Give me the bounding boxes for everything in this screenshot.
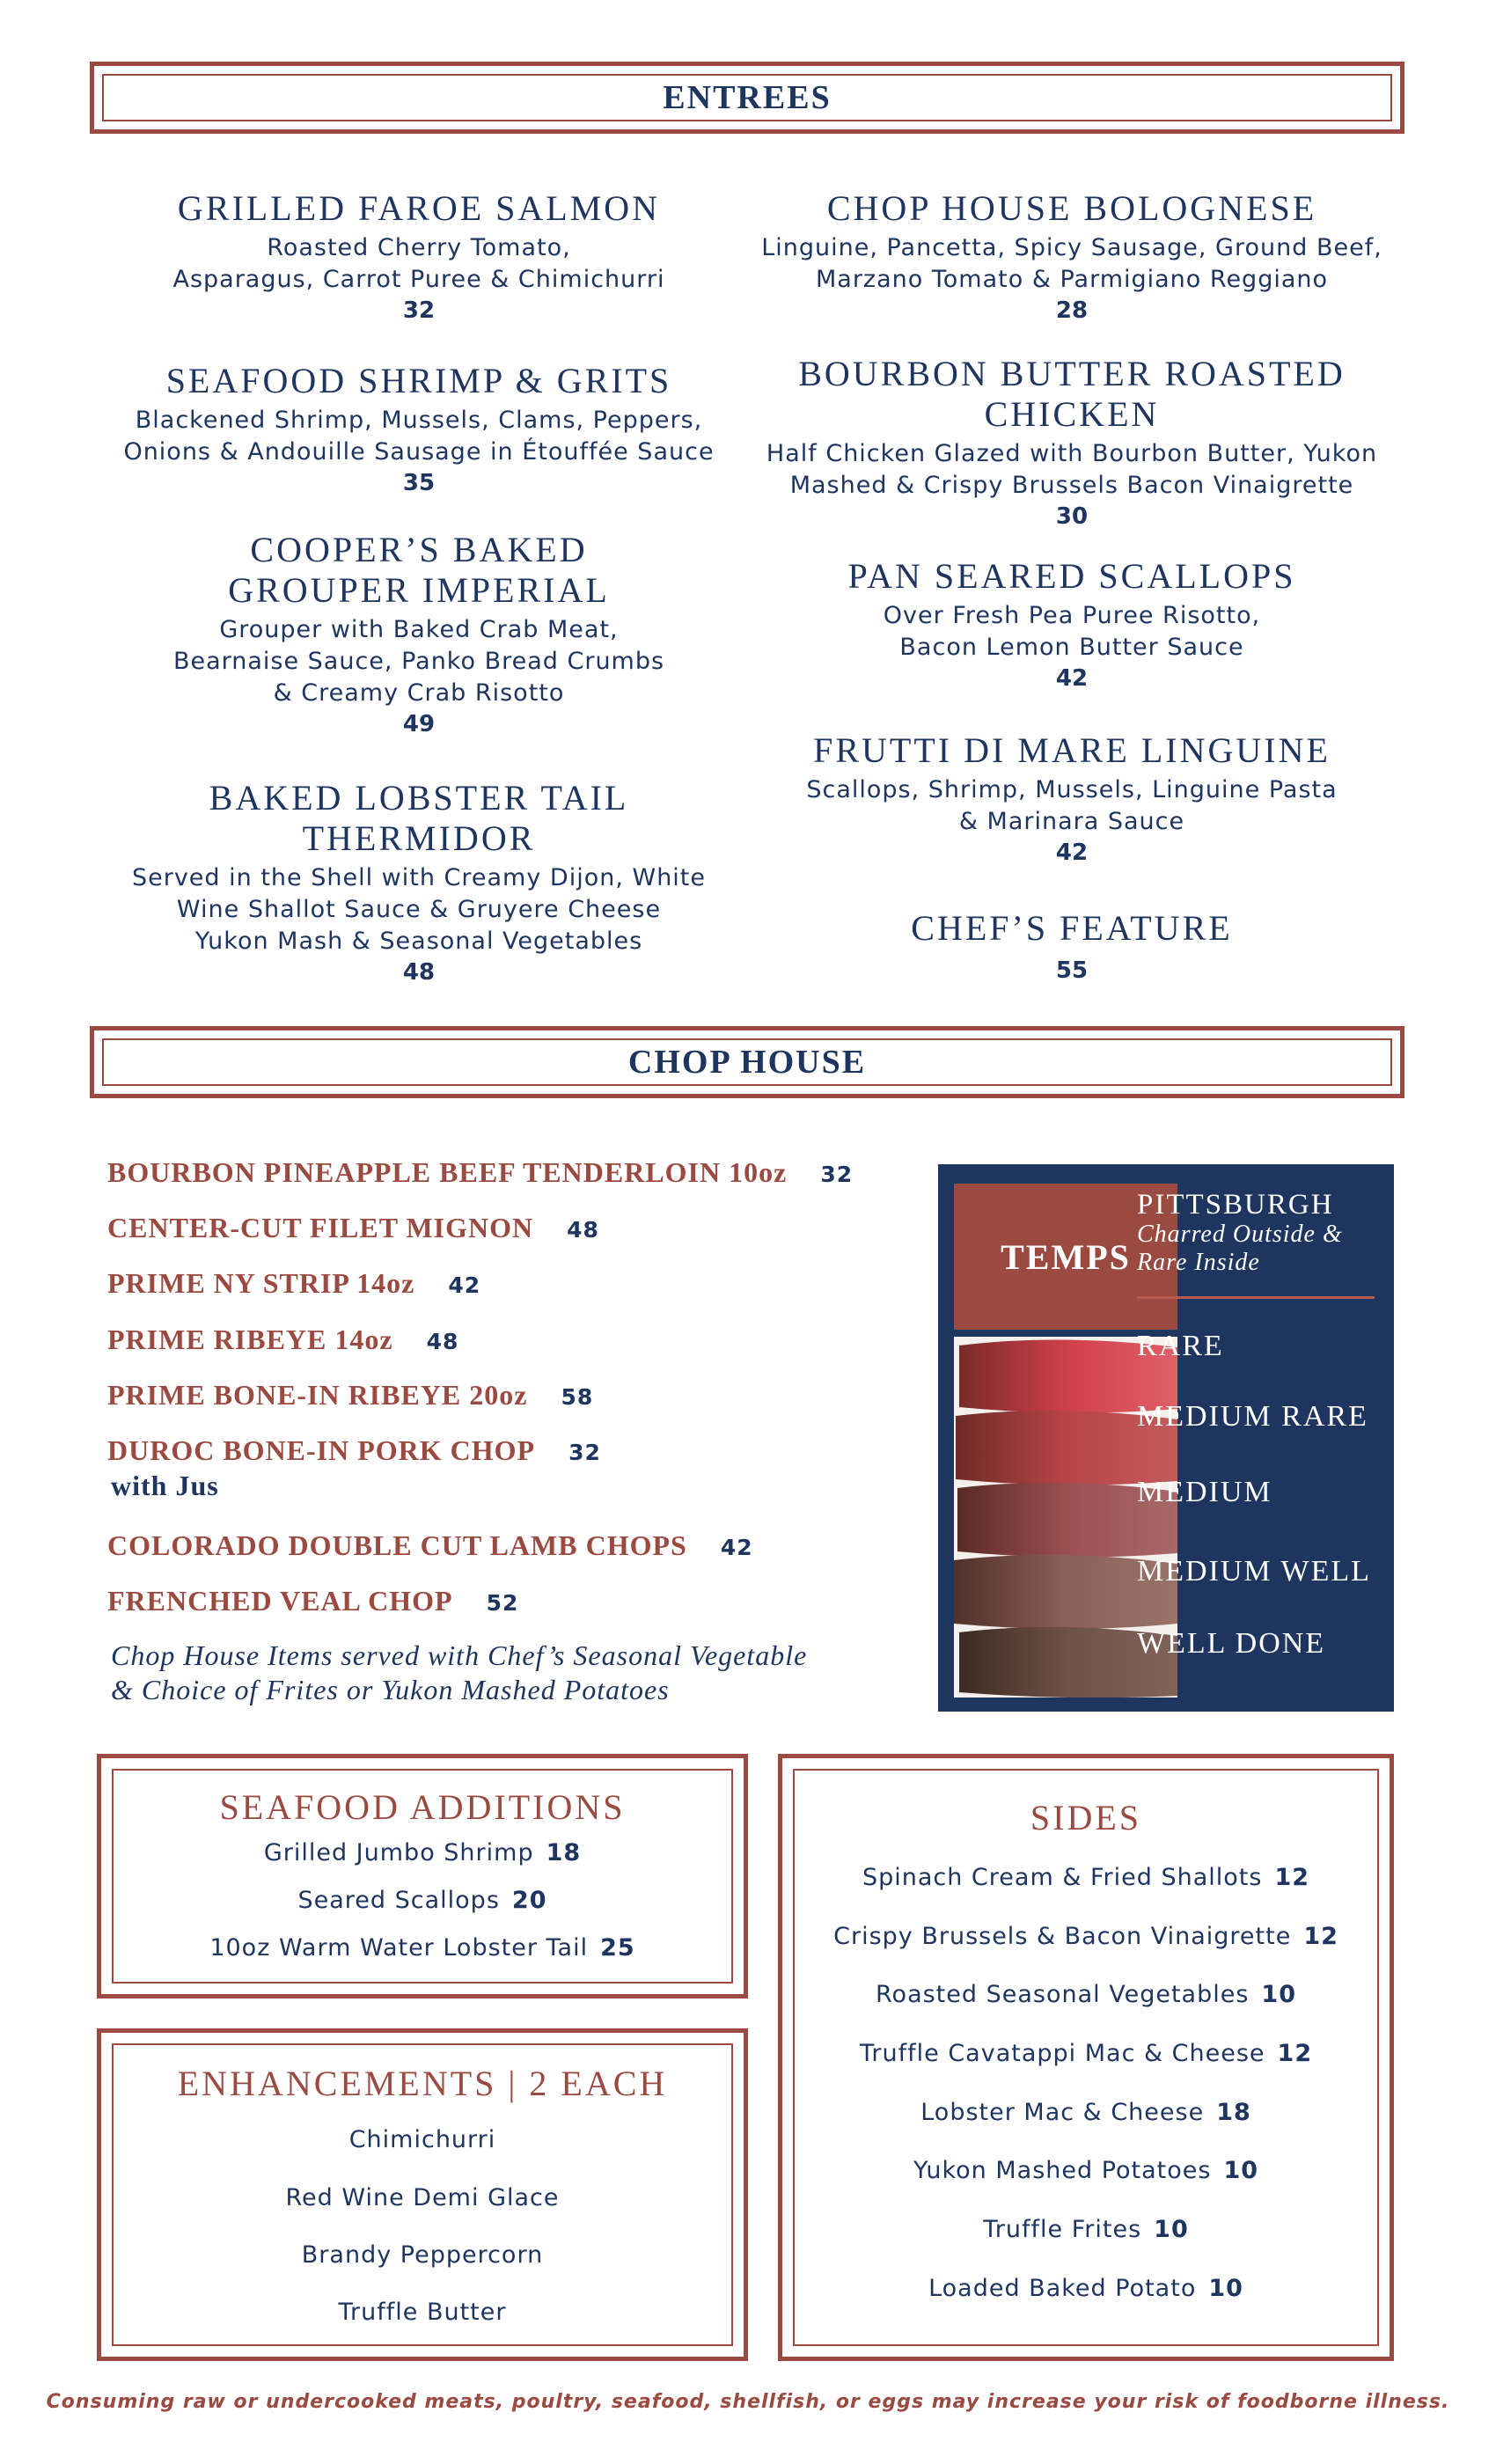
chop-house-header <box>90 1026 1404 1098</box>
list-item-price: 18 <box>546 1839 582 1866</box>
temp-level-well-done: WELL DONE <box>1137 1627 1326 1660</box>
entree-desc-line: Scallops, Shrimp, Mussels, Linguine Pasta <box>806 776 1338 803</box>
list-item-name: Seared Scallops <box>297 1887 500 1914</box>
entree-desc <box>84 614 753 709</box>
entree-desc-line: Wine Shallot Sauce & Gruyere Cheese <box>176 896 662 923</box>
entree-item <box>737 188 1406 326</box>
entree-item <box>737 556 1406 693</box>
list-item <box>782 1981 1390 2008</box>
list-item <box>782 2157 1390 2184</box>
entree-price: 28 <box>1055 297 1089 324</box>
chop-item <box>107 1434 601 1467</box>
chop-item <box>107 1324 458 1356</box>
list-item-name: Truffle Frites <box>983 2216 1142 2243</box>
entree-desc-line: Yukon Mash & Seasonal Vegetables <box>194 928 643 955</box>
list-item <box>101 1887 744 1914</box>
entree-title: PAN SEARED SCALLOPS <box>847 556 1296 596</box>
foodborne-illness-disclaimer: Consuming raw or undercooked meats, poultry, seafood, shellfish, or eggs may increase your risk of foodborne illness. <box>46 2391 1450 2413</box>
chop-item-price: 48 <box>567 1217 599 1243</box>
chop-item-price: 42 <box>720 1535 753 1560</box>
chop-item <box>107 1585 518 1617</box>
entree-desc <box>737 600 1406 664</box>
temps-panel <box>938 1164 1394 1712</box>
temps-city-desc-line: Charred Outside & <box>1137 1221 1343 1248</box>
list-item <box>782 2275 1390 2302</box>
list-item <box>782 2040 1390 2067</box>
list-item: Chimichurri <box>348 2126 496 2153</box>
chop-house-note <box>111 1639 807 1707</box>
list-item-name: Truffle Cavatappi Mac & Cheese <box>859 2040 1265 2067</box>
list-item-name: Yukon Mashed Potatoes <box>913 2157 1212 2184</box>
entree-desc-line: Onions & Andouille Sausage in Étouffée Sauce <box>123 438 715 466</box>
temp-level-medium-rare: MEDIUM RARE <box>1137 1400 1368 1433</box>
chop-item-name: BOURBON PINEAPPLE BEEF TENDERLOIN 10oz <box>107 1156 788 1188</box>
chop-item-name: PRIME BONE-IN RIBEYE 20oz <box>107 1379 528 1411</box>
entree-item <box>737 908 1406 986</box>
list-item <box>782 2216 1390 2243</box>
entree-title: GRILLED FAROE SALMON <box>177 188 661 228</box>
chop-item-name: FRENCHED VEAL CHOP <box>107 1585 453 1617</box>
entree-desc-line: Roasted Cherry Tomato, <box>267 234 571 261</box>
enhancements-title: ENHANCEMENTS | 2 EACH <box>177 2064 668 2103</box>
list-item-name: Roasted Seasonal Vegetables <box>876 1981 1250 2008</box>
entree-desc-line: Grouper with Baked Crab Meat, <box>219 616 619 643</box>
entree-title-line2: CHICKEN <box>984 394 1160 434</box>
temps-tag-label: TEMPS <box>1001 1236 1131 1277</box>
list-item-name: Lobster Mac & Cheese <box>920 2099 1205 2126</box>
list-item-price: 10 <box>1261 1981 1296 2008</box>
entree-price: 49 <box>402 711 436 737</box>
entree-desc-line: Bearnaise Sauce, Panko Bread Crumbs <box>172 648 665 675</box>
entree-desc-line: Served in the Shell with Creamy Dijon, White <box>131 864 707 891</box>
seafood-additions-box <box>97 1754 748 1998</box>
temp-level-medium: MEDIUM <box>1137 1476 1272 1508</box>
entrees-header <box>90 62 1404 134</box>
chop-item-price: 58 <box>561 1384 594 1410</box>
entree-title-line2: THERMIDOR <box>302 818 536 858</box>
entree-desc-line: Over Fresh Pea Puree Risotto, <box>883 602 1261 629</box>
entree-desc-line: Linguine, Pancetta, Spicy Sausage, Ground Beef, <box>761 234 1382 261</box>
entree-desc <box>84 862 753 957</box>
list-item <box>101 1934 744 1962</box>
list-item: Red Wine Demi Glace <box>285 2184 560 2211</box>
list-item <box>101 1839 744 1866</box>
entree-desc-line: & Marinara Sauce <box>958 808 1185 835</box>
entree-desc <box>84 232 753 296</box>
list-item-price: 25 <box>600 1934 635 1962</box>
entree-desc-line: Half Chicken Glazed with Bourbon Butter, Yukon <box>766 440 1378 467</box>
chop-item-price: 42 <box>448 1272 481 1298</box>
chop-item-name: PRIME NY STRIP 14oz <box>107 1267 415 1299</box>
list-item-price: 12 <box>1303 1923 1338 1950</box>
chop-item-price: 32 <box>568 1440 601 1465</box>
entree-item <box>84 530 753 739</box>
entree-desc <box>84 405 753 468</box>
entree-desc-line: & Creamy Crab Risotto <box>273 679 565 707</box>
chop-item <box>107 1212 599 1244</box>
list-item: Truffle Butter <box>338 2299 507 2326</box>
list-item-price: 10 <box>1154 2216 1189 2243</box>
list-item-price: 12 <box>1274 1864 1310 1891</box>
entree-item <box>84 361 753 498</box>
temps-city: PITTSBURGH <box>1137 1189 1334 1221</box>
entree-item <box>737 730 1406 868</box>
entree-item <box>84 188 753 326</box>
list-item-name: Crispy Brussels & Bacon Vinaigrette <box>833 1923 1292 1950</box>
list-item <box>782 2099 1390 2126</box>
list-item <box>782 1923 1390 1950</box>
sides-title: SIDES <box>1030 1798 1142 1837</box>
chop-item <box>107 1156 853 1189</box>
chop-item-price: 52 <box>486 1590 519 1616</box>
chop-item-price: 48 <box>426 1329 459 1354</box>
enhancements-box <box>97 2028 748 2361</box>
list-item-price: 10 <box>1223 2157 1259 2184</box>
entree-title: CHOP HOUSE BOLOGNESE <box>826 188 1317 228</box>
chop-item <box>107 1529 753 1562</box>
entree-title: CHEF’S FEATURE <box>911 908 1233 948</box>
chop-note-line: Chop House Items served with Chef’s Seasonal Vegetable <box>111 1639 808 1671</box>
chop-note-line: & Choice of Frites or Yukon Mashed Potatoes <box>111 1674 670 1705</box>
entree-title: SEAFOOD SHRIMP & GRITS <box>165 361 672 400</box>
entree-desc-line: Asparagus, Carrot Puree & Chimichurri <box>172 266 665 293</box>
chop-item <box>107 1267 480 1300</box>
chop-house-title: CHOP HOUSE <box>627 1044 867 1081</box>
chop-item-name: PRIME RIBEYE 14oz <box>107 1324 393 1355</box>
entree-price: 42 <box>1055 840 1089 866</box>
temps-city-desc-line: Rare Inside <box>1137 1249 1260 1276</box>
entree-desc <box>737 438 1406 502</box>
list-item-name: Spinach Cream & Fried Shallots <box>862 1864 1263 1891</box>
entree-title-line2: GROUPER IMPERIAL <box>228 570 610 610</box>
list-item-price: 12 <box>1277 2040 1313 2067</box>
list-item: Brandy Peppercorn <box>301 2241 544 2269</box>
entree-desc-line: Mashed & Crispy Brussels Bacon Vinaigrette <box>789 472 1354 499</box>
temps-city-desc <box>1137 1221 1392 1277</box>
entree-desc <box>737 774 1406 838</box>
entree-title: COOPER’S BAKED <box>250 530 588 569</box>
entree-price: 35 <box>402 470 436 496</box>
temp-level-rare: RARE <box>1137 1330 1224 1362</box>
entree-item <box>84 778 753 987</box>
list-item-name: Loaded Baked Potato <box>928 2275 1197 2302</box>
list-item-price: 20 <box>511 1887 547 1914</box>
list-item-price: 10 <box>1208 2275 1243 2302</box>
list-item <box>782 1864 1390 1891</box>
chop-item-sub: with Jus <box>111 1470 219 1501</box>
temp-level-medium-well: MEDIUM WELL <box>1137 1555 1371 1588</box>
sides-box <box>778 1754 1394 2361</box>
entrees-title: ENTREES <box>663 79 832 116</box>
entree-item <box>737 354 1406 532</box>
temps-divider <box>1137 1296 1375 1299</box>
entree-price: 32 <box>402 297 436 324</box>
entree-price: 55 <box>1055 957 1089 984</box>
list-item-name: Grilled Jumbo Shrimp <box>263 1839 534 1866</box>
chop-item-name: COLORADO DOUBLE CUT LAMB CHOPS <box>107 1529 687 1561</box>
list-item-price: 18 <box>1216 2099 1251 2126</box>
list-item-name: 10oz Warm Water Lobster Tail <box>209 1934 589 1962</box>
entree-title: BOURBON BUTTER ROASTED <box>798 354 1346 393</box>
entree-title: FRUTTI DI MARE LINGUINE <box>813 730 1331 770</box>
chop-item-price: 32 <box>820 1162 854 1187</box>
entree-price: 48 <box>402 959 436 986</box>
entree-price: 42 <box>1055 665 1089 692</box>
chop-item-name: DUROC BONE-IN PORK CHOP <box>107 1434 536 1466</box>
entree-desc-line: Bacon Lemon Butter Sauce <box>899 634 1244 661</box>
chop-item-name: CENTER-CUT FILET MIGNON <box>107 1212 534 1243</box>
entree-title: BAKED LOBSTER TAIL <box>209 778 629 818</box>
entree-price: 30 <box>1055 503 1089 530</box>
seafood-additions-title: SEAFOOD ADDITIONS <box>219 1787 626 1827</box>
entree-desc-line: Marzano Tomato & Parmigiano Reggiano <box>815 266 1329 293</box>
chop-item <box>107 1379 593 1412</box>
entree-desc-line: Blackened Shrimp, Mussels, Clams, Peppers, <box>135 407 703 434</box>
entree-desc <box>737 232 1406 296</box>
